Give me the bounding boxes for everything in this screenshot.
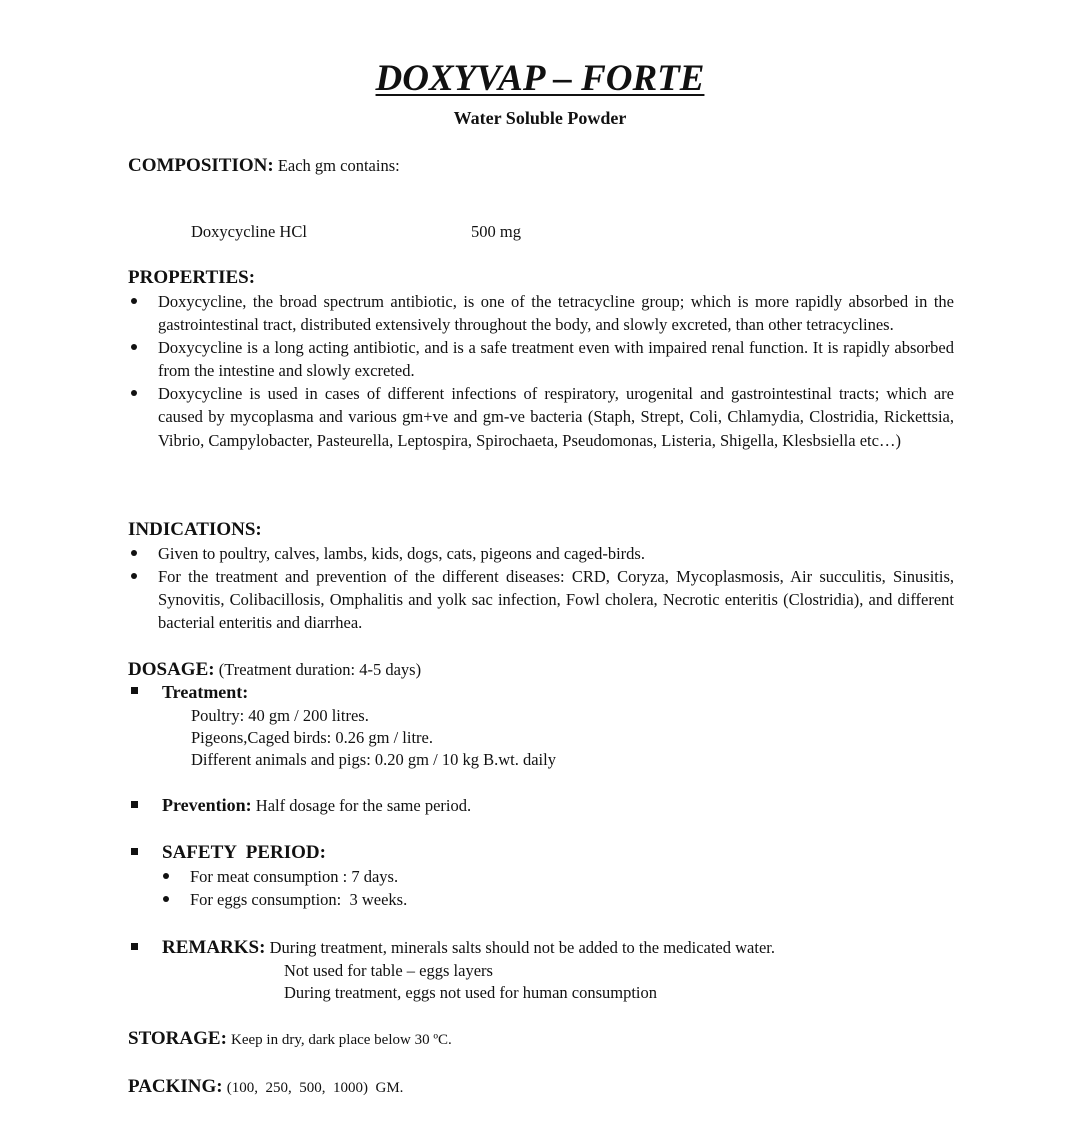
packing-section: [128, 1074, 403, 1101]
dosage-note: (Treatment duration: 4-5 days): [218, 660, 422, 679]
ingredient-name: Doxycycline HCl: [191, 222, 307, 241]
remarks-heading: REMARKS:: [162, 937, 266, 958]
list-item: Doxycycline is a long acting antibiotic, and is a safe treatment even with impaired renal function. It is rapidly absorbed from the intestine and slowly excreted.: [128, 336, 954, 382]
treatment-line: Different animals and pigs: 0.20 gm / 10 kg B.wt. daily: [191, 750, 556, 769]
properties-heading: PROPERTIES:: [128, 267, 256, 288]
safety-heading: SAFETY PERIOD:: [162, 842, 326, 863]
remarks-line: Not used for table – eggs layers: [284, 961, 493, 980]
safety-list: [160, 865, 407, 911]
remarks-line: During treatment, minerals salts should not be added to the medicated water.: [269, 938, 775, 957]
treatment-line: Pigeons,Caged birds: 0.26 gm / litre.: [191, 728, 433, 747]
indications-heading: INDICATIONS:: [128, 519, 262, 540]
list-item: Doxycycline, the broad spectrum antibiotic, is one of the tetracycline group; which is more rapidly absorbed in the gastrointestinal tract, distributed extensively throughout the body, and slowly excreted, than other tetracyclines.: [128, 290, 954, 336]
product-title: DOXYVAP – FORTE: [375, 58, 705, 99]
list-item: Doxycycline is used in cases of different infections of respiratory, urogenital and gastrointestinal tracts; which are caused by mycoplasma and various gm+ve and gm-ve bacteria (Staph, Strept, Coli, Chlamydia, Clostridia, Rickettsia, Vibrio, Campylobacter, Pasteurella, Leptospira, Spirochaeta, Pseudomonas, Listeria, Shigella, Klesbsiella etc…): [128, 382, 954, 451]
square-bullet-icon: [131, 687, 138, 694]
dosage-heading: DOSAGE:: [128, 659, 215, 680]
storage-text: Keep in dry, dark place below 30 ºC.: [231, 1032, 452, 1048]
product-subtitle: Water Soluble Powder: [453, 108, 627, 128]
prevention-row: [162, 793, 471, 818]
list-item: For the treatment and prevention of the different diseases: CRD, Coryza, Mycoplasmosis, Air succulitis, Sinusitis, Synovitis, Colibacillosis, Omphalitis and yolk sac infection, Fowl cholera, Necrotic enteritis (Clostridia), and different bacterial enteritis and diarrhea.: [128, 565, 954, 634]
treatment-line: Poultry: 40 gm / 200 litres.: [191, 706, 369, 725]
ingredient-amount: 500 mg: [471, 222, 521, 241]
remarks-line: During treatment, eggs not used for human consumption: [284, 983, 658, 1002]
square-bullet-icon: [131, 848, 138, 855]
remarks-row: [162, 935, 775, 962]
treatment-label: Treatment:: [162, 682, 249, 702]
storage-heading: STORAGE:: [128, 1028, 227, 1049]
composition-text: Each gm contains:: [277, 156, 400, 175]
composition-section: [128, 153, 400, 180]
packing-text: (100, 250, 500, 1000) GM.: [226, 1080, 404, 1096]
square-bullet-icon: [131, 943, 138, 950]
list-item: For eggs consumption: 3 weeks.: [160, 888, 407, 911]
indications-list: [128, 542, 954, 634]
prevention-text: Half dosage for the same period.: [255, 796, 472, 815]
storage-section: [128, 1026, 452, 1053]
square-bullet-icon: [131, 801, 138, 808]
composition-heading: COMPOSITION:: [128, 155, 274, 176]
list-item: For meat consumption : 7 days.: [160, 865, 407, 888]
packing-heading: PACKING:: [128, 1076, 223, 1097]
prevention-label: Prevention:: [162, 795, 252, 815]
list-item: Given to poultry, calves, lambs, kids, dogs, cats, pigeons and caged-birds.: [128, 542, 954, 565]
properties-list: [128, 290, 954, 452]
